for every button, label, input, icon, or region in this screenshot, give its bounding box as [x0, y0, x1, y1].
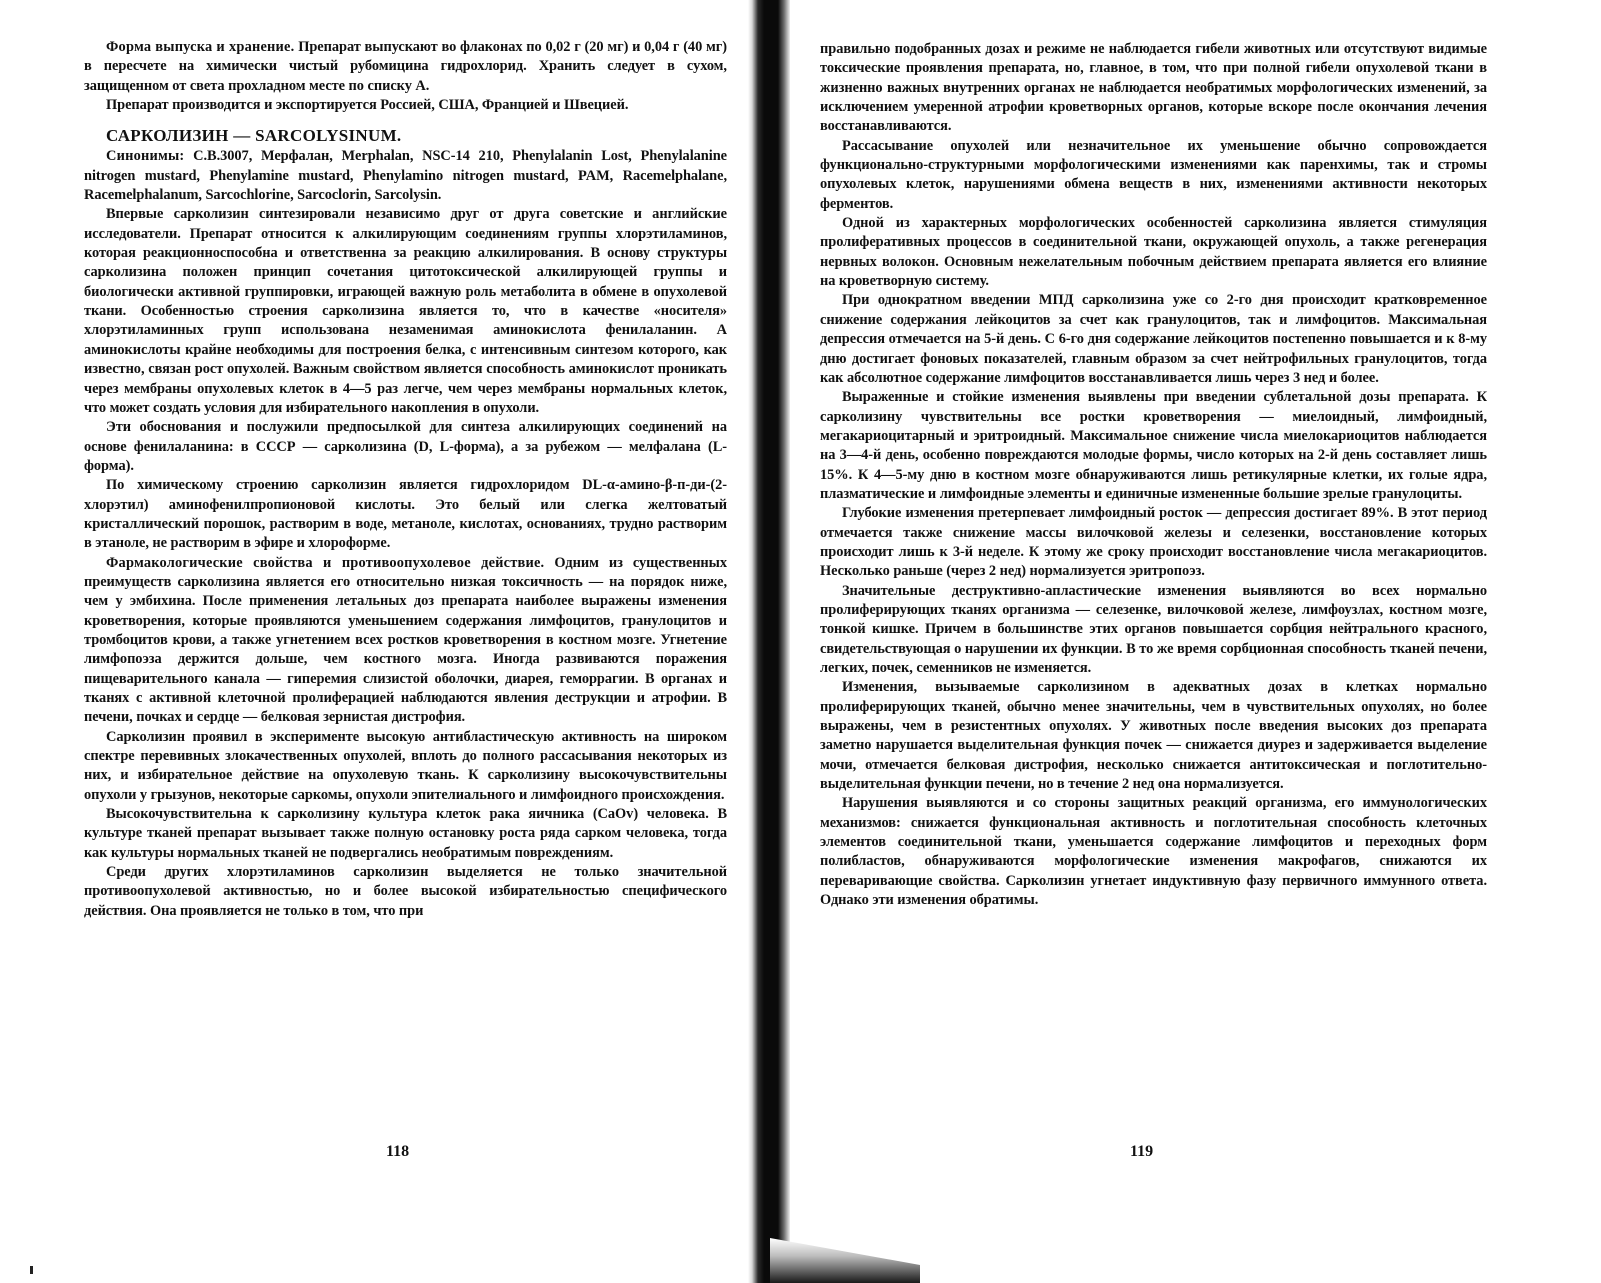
run-in-heading: Синонимы:	[106, 148, 185, 165]
paragraph-pharmacology	[84, 554, 727, 728]
paragraph-release-storage	[84, 38, 727, 96]
paragraph-synonyms	[84, 147, 727, 205]
paragraph-immunity: Нарушения выявляются и со стороны защитных реакций организма, его иммунологических механизмов: снижается функциональная активность и поглотительная способность клеточных элементов соединительной ткани, уменьшается содержание лимфоцитов и переходных форм полибластов, обнаруживаются морфологические изменения макрофагов, снижаются их переваривающие свойства. Сарколизин угнетает индуктивную фазу первичного иммунного ответа. Однако эти изменения обратимы.	[820, 795, 1487, 909]
paragraph-producers: Препарат производится и экспортируется Россией, США, Францией и Швецией.	[106, 97, 629, 114]
paragraph-history: Впервые сарколизин синтезировали независимо друг от друга советские и английские исследователи. Препарат относится к алкилирующим соединениям группы хлорэтиламинов, которая реакционноспособна и ответственна за реакцию алкилирования. В основу структуры сарколизина положен принцип сочетания цитотоксической алкилирующей группы и биологически активной группировки, играющей важную роль метаболита в обмене в опухолевой ткани. Особенностью строения сарколизина является то, что в качестве «носителя» хлорэтиламинных групп использована незаменимая аминокислота фенилаланин. А аминокислоты крайне необходимы для построения белка, с интенсивным синтезом которого, как известно, связан рост опухолей. Важным свойством является способность аминокислот проникать через мембраны опухолевых клеток в 4—5 раз легче, чем через мембраны нормальных клеток, что может создать условия для избирательного накопления в опухоли.	[84, 206, 727, 416]
right-page-body	[820, 40, 1487, 910]
paragraph-sublethal-dose: Выраженные и стойкие изменения выявлены при введении сублетальной дозы препарата. К сарколизину чувствительны все ростки кроветворения — миелоидный, лимфоидный, мегакариоцитарный и эритроидный. Максимальное снижение числа миелокариоцитов наблюдается на 3—4-й день, особенно повреждаются молодые формы, число которых на 2-й день составляет лишь 15%. К 4—5-му дню в костном мозге обнаруживаются лишь ретикулярные клетки, их голые ядра, плазматические и лимфоидные элементы и единичные измененные большие зрелые гранулоциты.	[820, 389, 1487, 502]
paragraph-rationale: Эти обоснования и послужили предпосылкой для синтеза алкилирующих соединений на основе фенилаланина: в СССР — сарколизина (D, L-форма), а за рубежом — мелфалана (L-форма).	[84, 419, 727, 474]
paragraph-destructive-changes: Значительные деструктивно-апластические изменения выявляются во всех нормально пролиферирующих тканях организма — селезенке, вилочковой железе, лимфоузлах, костном мозге, тонкой кишке. Причем в большинстве этих органов повышается сорбция нейтрального красного, свидетельствующая о нарушении их функции. В то же время сорбционная способность тканей печени, легких, почек, семенников не изменяется.	[820, 582, 1487, 676]
paragraph-text: С.В.3007, Мерфалан, Merphalan, NSC-14 210, Phenylalanin Lost, Phenylalanine nitrogen mustard, Phenylamine mustard, Phenylamino nitrogen mustard, PAM, Racemelphalane, Racemelphalanum, Sarcochlorine, Sarcoclorin, Sarcolysin.	[84, 148, 727, 204]
paragraph-continuation: правильно подобранных дозах и режиме не наблюдается гибели животных или отсутствуют видимые токсические проявления препарата, но, главное, в том, что при полной гибели опухолевой ткани в жизненно важных внутренних органах не наблюдается необратимых морфологических изменений, за исключением умеренной атрофии кроветворных органов, которые вскоре после окончания лечения восстанавливаются.	[820, 41, 1487, 135]
left-page	[0, 0, 748, 1283]
paragraph-selectivity: Среди других хлорэтиламинов сарколизин выделяется не только значительной противоопухолевой активностью, но и более высокой избирательностью специфического действия. Она проявляется не только в том, что при	[84, 864, 727, 919]
run-in-heading: Форма выпуска и хранение.	[106, 39, 295, 55]
page-number: 118	[386, 1143, 410, 1160]
paragraph-activity: Сарколизин проявил в эксперименте высокую антибластическую активность на широком спектре перевивных злокачественных опухолей, вплоть до полного рассасывания некоторых из них, и избирательное действие на опухолевую ткань. К сарколизину высокочувствительны опухоли у грызунов, некоторые саркомы, опухоли эпителиального и лимфоидного происхождения.	[84, 728, 727, 803]
paragraph-text: Препарат выпускают во флаконах по 0,02 г (20 мг) и 0,04 г (40 мг) в пересчете на химически чистый рубомицина гидрохлорид. Хранить следует в сухом, защищенном от света прохладном месте по списку А.	[84, 39, 727, 94]
paragraph-text: Одним из существенных преимуществ сарколизина является его относительно низкая токсичность — на порядок ниже, чем у эмбихина. После применения летальных доз препарата наиболее выражены изменения кроветворения, которые проявляются уменьшением содержания лимфоцитов, гранулоцитов и тромбоцитов крови, а также угнетением всех ростков кроветворения в костном мозге. Угнетение лимфопоэза держится дольше, чем костного мозга. Иногда развиваются поражения пищеварительного канала — гиперемия слизистой оболочки, диарея, геморрагии. В органах и тканях с активной клеточной пролиферацией наблюдаются явления деструкции и атрофии. В печени, почках и сердце — белковая зернистая дистрофия.	[84, 554, 728, 726]
paragraph-morphology: Одной из характерных морфологических особенностей сарколизина является стимуляция пролиферативных процессов в соединительной ткани, окружающей опухоль, а также регенерация нервных волокон. Основным нежелательным побочным действием препарата является его влияние на кроветворную систему.	[820, 215, 1487, 290]
paragraph-adequate-doses: Изменения, вызываемые сарколизином в адекватных дозах в клетках нормально пролиферирующих тканей, обычно менее значительны, чем в чувствительных опухолях, но более выражены, чем в резистентных опухолях. У животных после введения высоких доз препарата заметно нарушается выделительная функция почек — снижается диурез и задерживается выделение мочи, отмечается белковая дистрофия, несколько снижается антитоксическая и поглотительно-выделительная функции печени, но в течение 2 нед она нормализуется.	[820, 679, 1487, 793]
page-number: 119	[1130, 1143, 1154, 1160]
paragraph-tumor-resorption: Рассасывание опухолей или незначительное их уменьшение обычно сопровождается функционально-структурными морфологическими изменениями как паренхимы, так и стромы опухолевых клеток, нарушениями обмена веществ в них, изменениями активности некоторых ферментов.	[820, 137, 1487, 212]
right-page	[790, 0, 1601, 1283]
book-gutter	[748, 0, 790, 1283]
section-heading: САРКОЛИЗИН — SARCOLYSINUM.	[106, 126, 402, 146]
run-in-heading: Фармакологические свойства и противоопухолевое действие.	[106, 554, 545, 571]
paragraph-single-dose: При однократном введении МПД сарколизина уже со 2-го дня происходит кратковременное снижение содержания лейкоцитов за счет как гранулоцитов, так и лимфоцитов. Максимальная депрессия отмечается на 5-й день. С 6-го дня содержание лейкоцитов постепенно повышается и к 8-му дню достигает фоновых показателей, главным образом за счет нейтрофильных гранулоцитов, тогда как абсолютное содержание лимфоцитов восстанавливается лишь через 3 нед и более.	[820, 292, 1487, 386]
scan-mark	[30, 1266, 33, 1274]
left-page-body	[84, 38, 727, 921]
paragraph-cell-culture: Высокочувствительна к сарколизину культура клеток рака яичника (CaOv) человека. В культуре тканей препарат вызывает также полную остановку роста ряда сарком человека, тогда как культуры нормальных тканей не подвергались необратимым повреждениям.	[84, 806, 727, 861]
paragraph-lymphoid: Глубокие изменения претерпевает лимфоидный росток — депрессия достигает 89%. В этот период отмечается также снижение массы вилочковой железы и селезенки, восстановление которых происходит лишь к 3-й неделе. К этому же сроку происходит восстановление числа мегакариоцитов. Несколько раньше (через 2 нед) нормализуется эритропоэз.	[820, 505, 1487, 580]
paragraph-chemistry: По химическому строению сарколизин является гидрохлоридом DL-α-амино-β-п-ди-(2-хлорэтил) аминофенилпропионовой кислоты. Это белый или слегка желтоватый кристаллический порошок, растворим в воде, метаноле, кислотах, основаниях, трудно растворим в этаноле, не растворим в эфире и хлороформе.	[84, 477, 727, 552]
